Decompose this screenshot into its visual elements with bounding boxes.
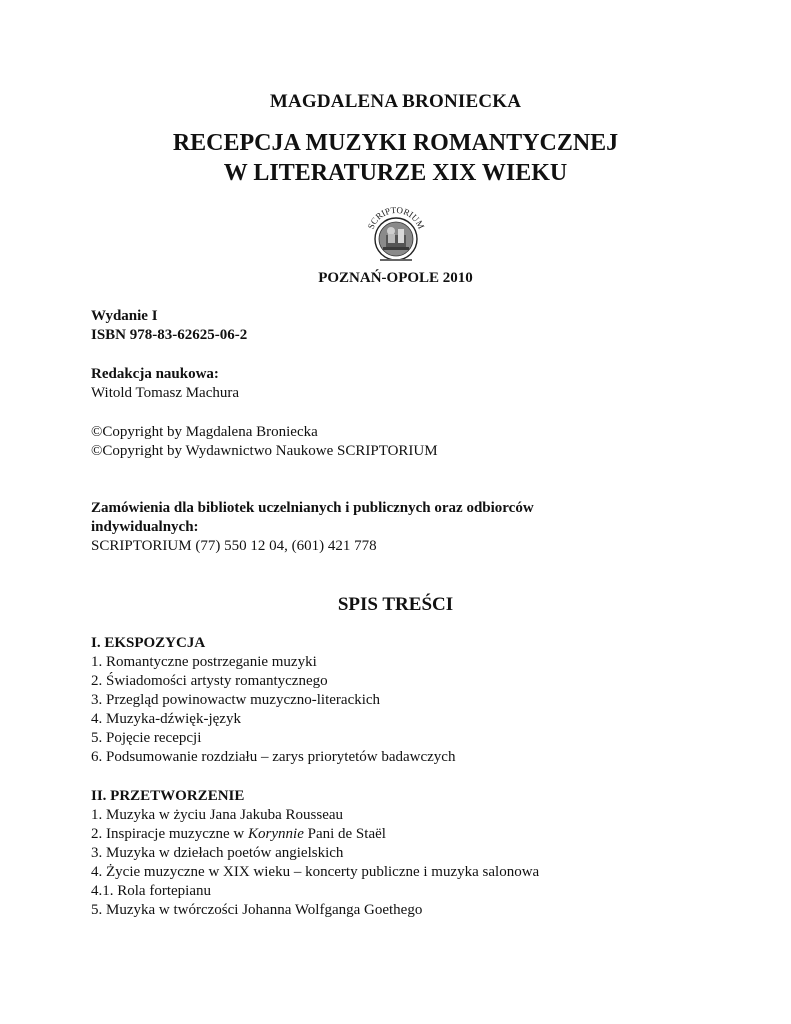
book-title-line-2: W LITERATURZE XIX WIEKU: [223, 160, 568, 186]
editor-name: Witold Tomasz Machura: [91, 385, 240, 401]
toc-item-italic-title: Korynnie: [248, 826, 304, 842]
orders-contact: SCRIPTORIUM (77) 550 12 04, (601) 421 778: [91, 538, 377, 554]
copyright-publisher: ©Copyright by Wydawnictwo Naukowe SCRIPTORIUM: [91, 443, 438, 459]
toc-item: 3. Przegląd powinowactw muzyczno-literackich: [91, 692, 381, 708]
author-name: MAGDALENA BRONIECKA: [269, 91, 522, 112]
isbn: ISBN 978-83-62625-06-2: [91, 327, 248, 343]
toc-part-2: [91, 787, 731, 920]
orders-label-line-2: indywidualnych:: [91, 519, 199, 535]
toc-title: SPIS TREŚCI: [337, 594, 454, 615]
book-title: [0, 128, 791, 188]
toc-item-text: 2. Inspiracje muzyczne w: [91, 826, 249, 842]
toc-item: 4. Muzyka-dźwięk-język: [91, 711, 241, 727]
toc-item: 5. Muzyka w twórczości Johanna Wolfganga Goethego: [91, 902, 423, 918]
toc-item: 6. Podsumowanie rozdziału – zarys priorytetów badawczych: [91, 749, 456, 765]
toc-item: 3. Muzyka w dziełach poetów angielskich: [91, 845, 344, 861]
toc-part-1-heading: I. EKSPOZYCJA: [91, 635, 206, 651]
toc-part-2-heading: II. PRZETWORZENIE: [91, 788, 245, 804]
toc-item: 1. Muzyka w życiu Jana Jakuba Rousseau: [91, 807, 344, 823]
editor-block: [91, 365, 731, 403]
toc-item: 2. Świadomości artysty romantycznego: [91, 673, 328, 689]
editor-label: Redakcja naukowa:: [91, 366, 219, 382]
toc-item: 5. Pojęcie recepcji: [91, 730, 202, 746]
toc-item: 1. Romantyczne postrzeganie muzyki: [91, 654, 317, 670]
edition-block: [91, 307, 731, 345]
edition: Wydanie I: [91, 308, 158, 324]
place-and-year: POZNAŃ-OPOLE 2010: [318, 270, 473, 286]
orders-block: [91, 499, 731, 556]
scriptorium-seal-icon: [364, 203, 428, 267]
toc-item-text: Pani de Staël: [303, 826, 386, 842]
toc-item: [91, 825, 731, 844]
toc-part-1: [91, 634, 731, 767]
copyright-author: ©Copyright by Magdalena Broniecka: [91, 424, 318, 440]
logo-text: SCRIPTORIUM: [365, 204, 427, 231]
toc-item: 4.1. Rola fortepianu: [91, 883, 211, 899]
copyright-block: [91, 423, 731, 461]
orders-label-line-1: Zamówienia dla bibliotek uczelnianych i publicznych oraz odbiorców: [91, 500, 534, 516]
toc-item: 4. Życie muzyczne w XIX wieku – koncerty publiczne i muzyka salonowa: [91, 864, 540, 880]
book-title-line-1: RECEPCJA MUZYKI ROMANTYCZNEJ: [172, 130, 619, 156]
